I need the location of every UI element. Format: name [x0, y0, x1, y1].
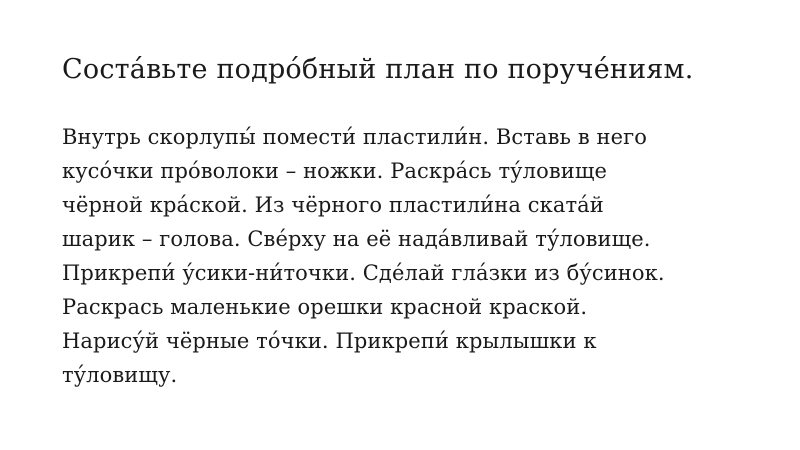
paragraph-line: Раскрась маленькие орешки красной краской. [62, 295, 588, 319]
paragraph-line: шарик – голова. Све́рху на её нада́вливай ту́ловище. [62, 227, 651, 251]
paragraph-line: Нарису́й чёрные то́чки. Прикрепи́ крылышки к [62, 329, 597, 353]
paragraph-line: ту́ловищу. [62, 363, 178, 387]
paragraph-line: Прикрепи́ у́сики-ни́точки. Сде́лай гла́зки из бу́синок. [62, 261, 665, 285]
instructions-paragraph [62, 120, 782, 392]
paragraph-line: Внутрь скорлупы́ помести́ пластили́н. Вставь в него [62, 125, 648, 149]
slide-title: Соста́вьте подро́бный план по поруче́ниям. [62, 54, 694, 85]
paragraph-line: кусо́чки про́волоки – ножки. Раскра́сь ту́ловище [62, 159, 607, 183]
paragraph-line: чёрной кра́ской. Из чёрного пластили́на ската́й [62, 193, 604, 217]
